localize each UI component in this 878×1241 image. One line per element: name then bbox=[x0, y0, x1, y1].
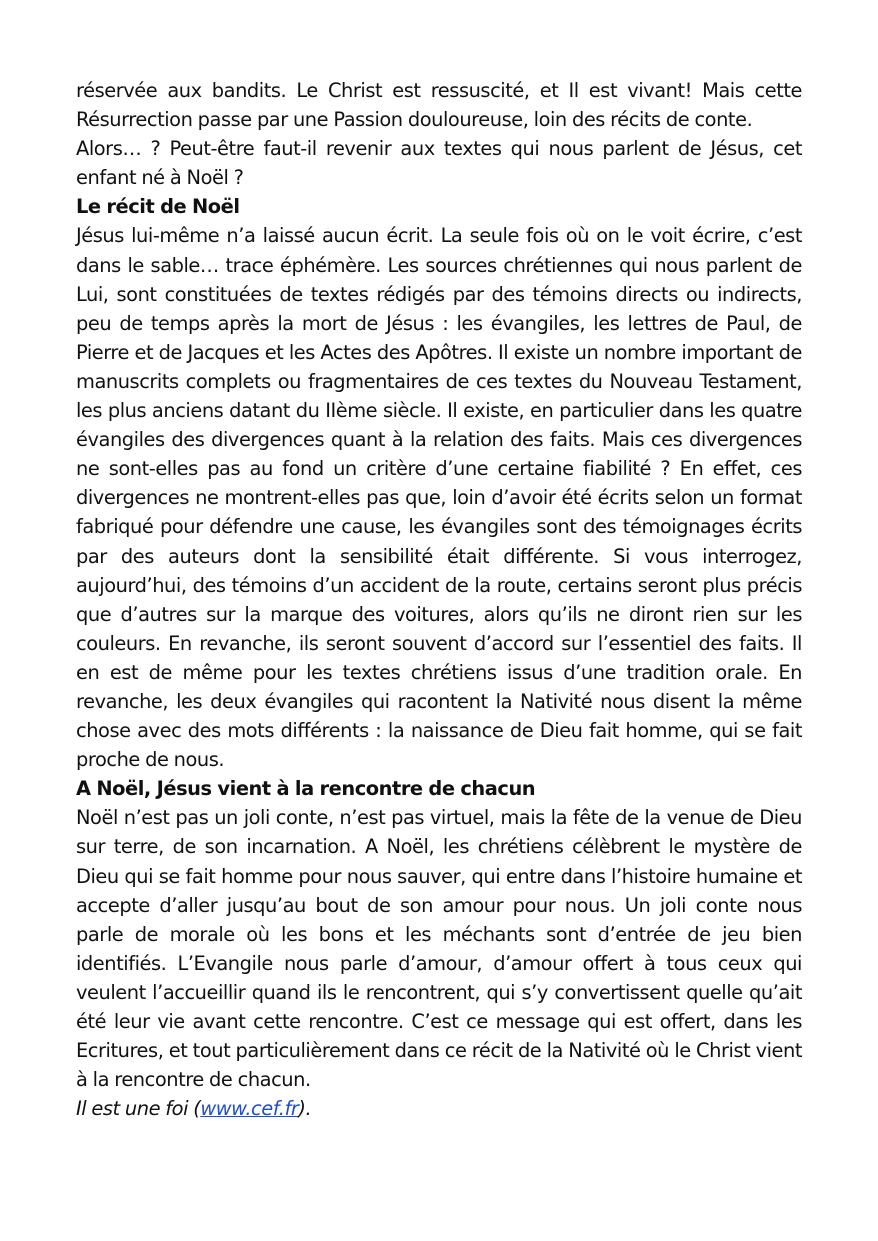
section-heading-recit-de-noel: Le récit de Noël bbox=[76, 195, 240, 219]
signature-prefix: Il est une foi ( bbox=[76, 1097, 201, 1121]
intro-paragraph-1: réservée aux bandits. Le Christ est ressuscité, et Il est vivant! Mais cette Résurrection passe par une Passion douloureuse, loin des récits de conte. bbox=[76, 79, 802, 132]
signature-suffix: ). bbox=[298, 1097, 312, 1121]
section-body-jesus-rencontre: Noël n’est pas un joli conte, n’est pas virtuel, mais la fête de la venue de Dieu sur terre, de son incarnation. A Noël, les chrétiens célèbrent le mystère de Dieu qui se fait homme pour nous sauver, qui entre dans l’histoire humaine et accepte d’aller jusqu’au bout de son amour pour nous. Un joli conte nous parle de morale où les bons et les méchants sont d’entrée de jeu bien identifiés. L’Evangile nous parle d’amour, d’amour offert à tous ceux qui veulent l’accueillir quand ils le rencontrent, qui s’y convertissent quelle qu’ait été leur vie avant cette rencontre. C’est ce message qui est offert, dans les Ecritures, et tout particulièrement dans ce récit de la Nativité où le Christ vient à la rencontre de chacun. bbox=[76, 806, 802, 1092]
section-body-recit-de-noel: Jésus lui-même n’a laissé aucun écrit. La seule fois où on le voit écrire, c’est dans le sable… trace éphémère. Les sources chrétiennes qui nous parlent de Lui, sont constituées de textes rédigés par des témoins directs ou indirects, peu de temps après la mort de Jésus : les évangiles, les lettres de Paul, de Pierre et de Jacques et les Actes des Apôtres. Il existe un nombre important de manuscrits complets ou fragmentaires de ces textes du Nouveau Testament, les plus anciens datant du IIème siècle. Il existe, en particulier dans les quatre évangiles des divergences quant à la relation des faits. Mais ces divergences ne sont-elles pas au fond un critère d’une certaine fiabilité ? En effet, ces divergences ne montrent-elles pas que, loin d’avoir été écrits selon un format fabriqué pour défendre une cause, les évangiles sont des témoignages écrits par des auteurs dont la sensibilité était différente. Si vous interrogez, aujourd’hui, des témoins d’un accident de la route, certains seront plus précis que d’autres sur la marque des voitures, alors qu’ils ne diront rien sur les couleurs. En revanche, ils seront souvent d’accord sur l’essentiel des faits. Il en est de même pour les textes chrétiens issus d’une tradition orale. En revanche, les deux évangiles qui racontent la Nativité nous disent la même chose avec des mots différents : la naissance de Dieu fait homme, qui se fait proche de nous. bbox=[76, 224, 802, 772]
intro-paragraph-2: Alors… ? Peut-être faut-il revenir aux textes qui nous parlent de Jésus, cet enfant né à Noël ? bbox=[76, 137, 802, 190]
section-heading-jesus-rencontre: A Noël, Jésus vient à la rencontre de chacun bbox=[76, 777, 536, 801]
document-page bbox=[76, 76, 802, 1123]
source-signature bbox=[76, 1094, 802, 1123]
source-link[interactable]: www.cef.fr bbox=[200, 1097, 299, 1121]
